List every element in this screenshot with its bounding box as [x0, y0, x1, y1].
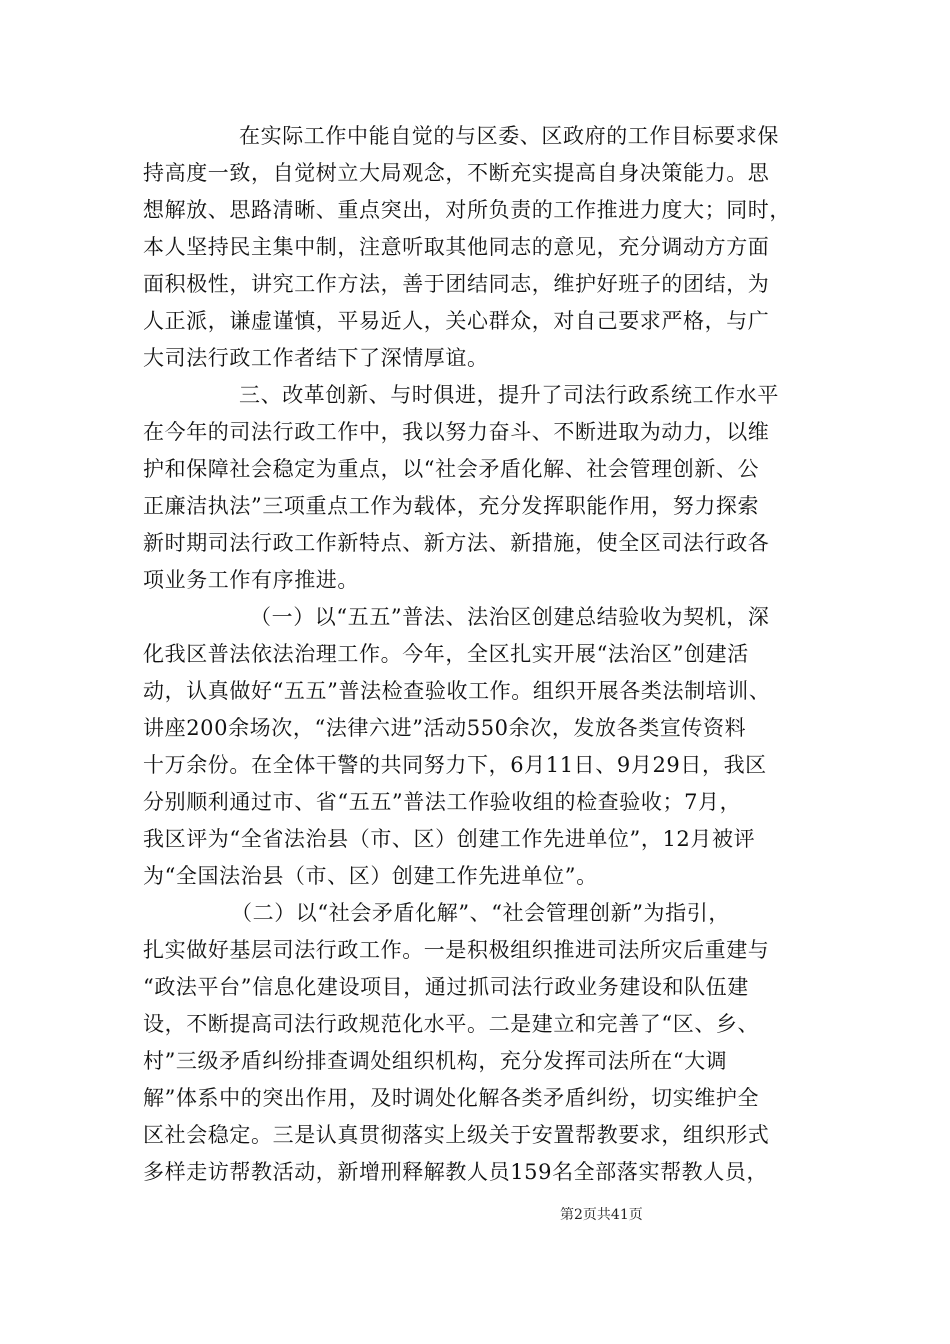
text-line: 想解放、思路清晰、重点突出，对所负责的工作推进力度大；同时，	[143, 198, 791, 222]
text-line: 在实际工作中能自觉的与区委、区政府的工作目标要求保	[239, 124, 779, 148]
text-line: 人正派，谦虚谨慎，平易近人，关心群众，对自己要求严格，与广	[143, 309, 770, 333]
paragraph-work-attitude	[143, 118, 811, 377]
text-line: 讲座200余场次，“法律六进”活动550余次，发放各类宣传资料	[143, 716, 747, 740]
text-line: “政法平台”信息化建设项目，通过抓司法行政业务建设和队伍建	[143, 975, 749, 999]
paragraph-section-three	[143, 377, 811, 599]
text-line: 动，认真做好“五五”普法检查验收工作。组织开展各类法制培训、	[143, 679, 771, 703]
text-line: 解”体系中的突出作用，及时调处化解各类矛盾纠纷，切实维护全	[143, 1086, 760, 1110]
section-heading: 三、改革创新、与时俱进，提升了司法行政系统工作水平	[239, 383, 779, 407]
text-line: 新时期司法行政工作新特点、新方法、新措施，使全区司法行政各	[143, 531, 770, 555]
paragraph-subsection-one	[143, 599, 811, 895]
document-body	[143, 118, 811, 1191]
text-line: 化我区普法依法治理工作。今年，全区扎实开展“法治区”创建活	[143, 642, 749, 666]
text-line: 项业务工作有序推进。	[143, 568, 359, 592]
text-line: 为“全国法治县（市、区）创建工作先进单位”。	[143, 864, 598, 888]
paragraph-subsection-two	[143, 895, 811, 1191]
text-line: 本人坚持民主集中制，注意听取其他同志的意见，充分调动方方面	[143, 235, 770, 259]
text-line: 正廉洁执法”三项重点工作为载体，充分发挥职能作用，努力探索	[143, 494, 760, 518]
text-line: 村”三级矛盾纠纷排查调处组织机构，充分发挥司法所在“大调	[143, 1049, 728, 1073]
text-line: 持高度一致，自觉树立大局观念，不断充实提高自身决策能力。思	[143, 161, 770, 185]
text-line: 大司法行政工作者结下了深情厚谊。	[143, 346, 489, 370]
page-number-footer: 第2页共41页	[560, 1207, 643, 1223]
text-line: 十万余份。在全体干警的共同努力下，6月11日、9月29日，我区	[143, 753, 767, 777]
text-line: 区社会稳定。三是认真贯彻落实上级关于安置帮教要求，组织形式	[143, 1123, 770, 1147]
text-line: 设，不断提高司法行政规范化水平。二是建立和完善了“区、乡、	[143, 1012, 760, 1036]
text-line: 分别顺利通过市、省“五五”普法工作验收组的检查验收；7月，	[143, 790, 742, 814]
text-line: 在今年的司法行政工作中，我以努力奋斗、不断进取为动力，以维	[143, 420, 770, 444]
subsection-heading: （一）以“五五”普法、法治区创建总结验收为契机，深	[250, 605, 770, 629]
text-line: 面积极性，讲究工作方法，善于团结同志，维护好班子的团结，为	[143, 272, 770, 296]
text-line: 扎实做好基层司法行政工作。一是积极组织推进司法所灾后重建与	[143, 938, 770, 962]
text-line: 多样走访帮教活动，新增刑释解教人员159名全部落实帮教人员，	[143, 1160, 769, 1184]
text-line: 护和保障社会稳定为重点，以“社会矛盾化解、社会管理创新、公	[143, 457, 760, 481]
subsection-heading: （二）以“社会矛盾化解”、“社会管理创新”为指引，	[231, 901, 730, 925]
text-line: 我区评为“全省法治县（市、区）创建工作先进单位”，12月被评	[143, 827, 756, 851]
